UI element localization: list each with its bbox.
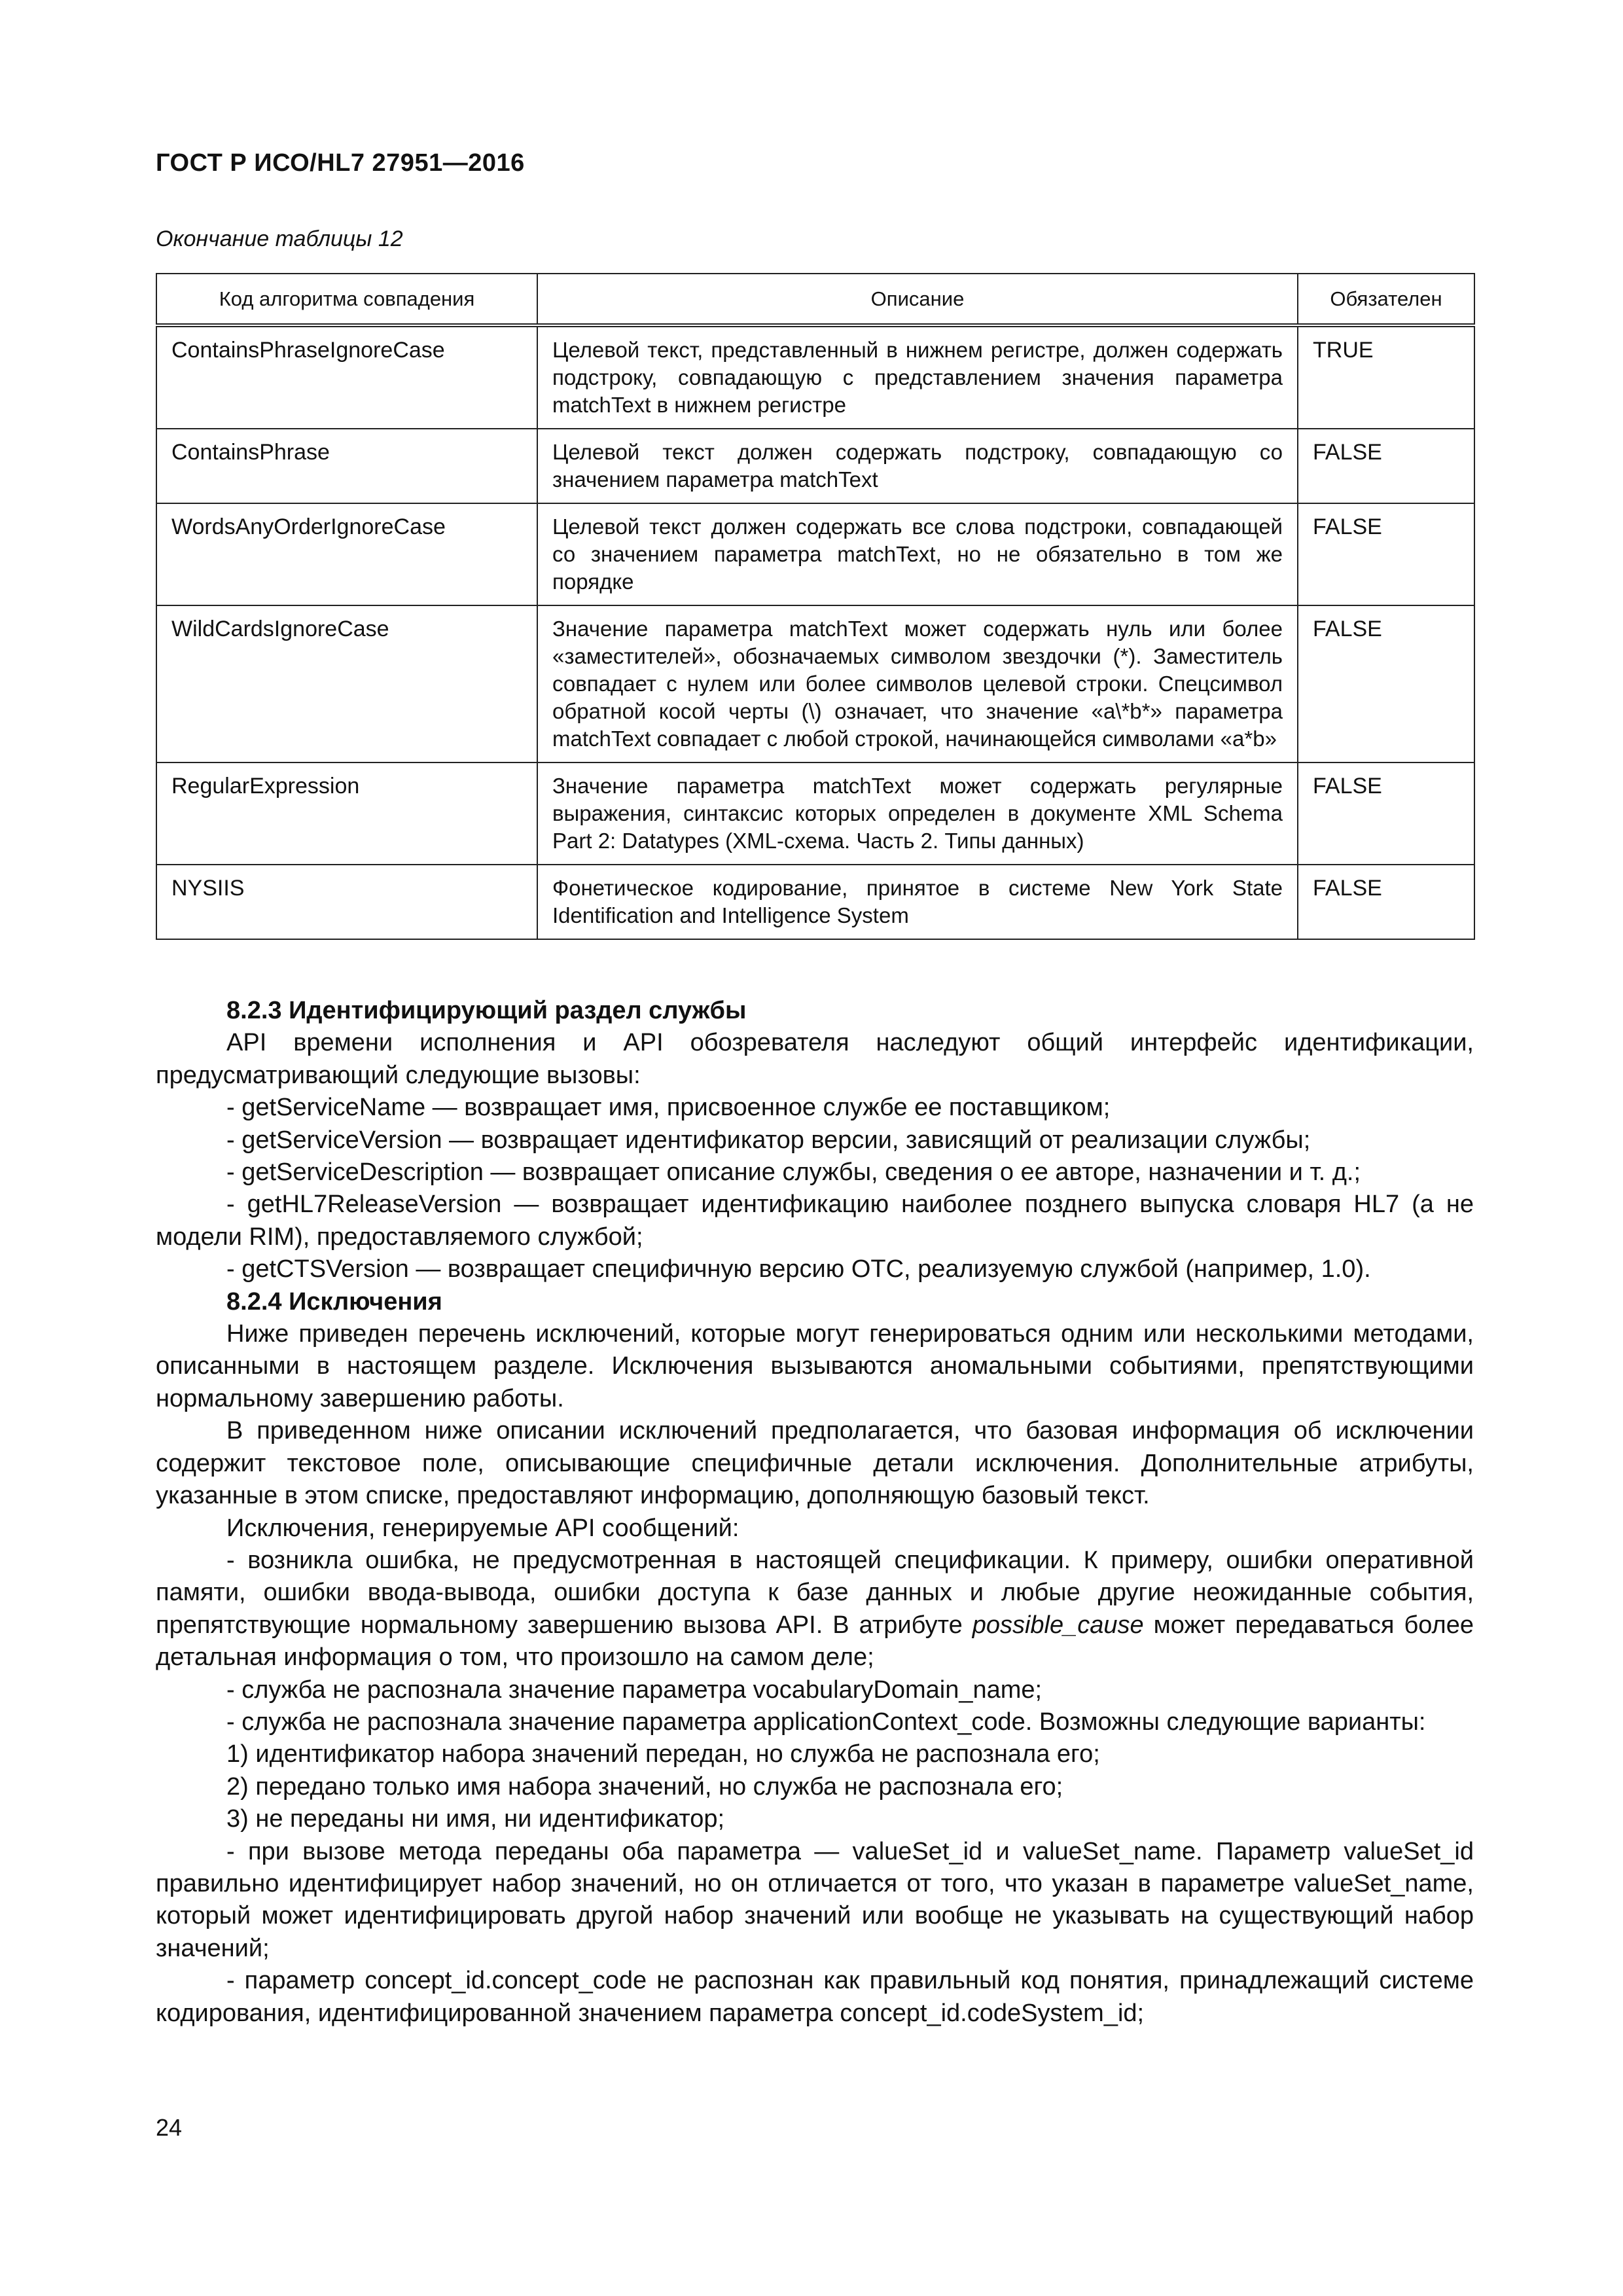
cell-required: TRUE: [1298, 325, 1474, 429]
cell-code: ContainsPhrase: [156, 429, 537, 503]
document-body: [156, 995, 1474, 2030]
paragraph: Ниже приведен перечень исключений, которые могут генерироваться одним или несколькими методами, описанными в настоящем разделе. Исключения вызываются аномальными событиями, препятствующими нормальному завершению работы.: [156, 1320, 1474, 1412]
list-item: - getHL7ReleaseVersion — возвращает идентификацию наиболее позднего выпуска словаря HL7 (а не модели RIM), предоставляемого службой;: [156, 1191, 1474, 1251]
list-item-text: может передаваться более детальная информация о том, что произошло на самом деле;: [156, 1611, 1474, 1672]
cell-required: FALSE: [1298, 503, 1474, 605]
table-row: [156, 325, 1474, 429]
table-row: [156, 762, 1474, 865]
page-number: 24: [156, 2114, 183, 2141]
list-item: - параметр concept_id.concept_code не распознан как правильный код понятия, принадлежащий системе кодирования, идентифицированной значением параметра concept_id.codeSystem_id;: [156, 1967, 1474, 2027]
cell-description: Фонетическое кодирование, принятое в системе New York State Identification and Intelligence System: [537, 865, 1298, 939]
cell-description: Целевой текст должен содержать подстроку, совпадающую со значением параметра matchText: [537, 429, 1298, 503]
table-header-row: [156, 274, 1474, 325]
list-item: - getCTSVersion — возвращает специфичную версию ОТС, реализуемую службой (например, 1.0).: [226, 1255, 1371, 1283]
section-heading-8-2-4: 8.2.4 Исключения: [226, 1287, 442, 1316]
list-item: - служба не распознала значение параметра applicationContext_code. Возможны следующие варианты:: [226, 1708, 1426, 1736]
cell-required: FALSE: [1298, 865, 1474, 939]
list-item: [156, 1545, 1474, 1674]
sub-list-item: 3) не переданы ни имя, ни идентификатор;: [226, 1805, 725, 1833]
cell-description: Значение параметра matchText может содержать нуль или более «заместителей», обозначаемых символом звездочки (*). Заместитель совпадает с нулем или более символов целевой строки. Спецсимвол обратной косой черты (\) означает, что значение «a\*b*» параметра matchText совпадает с любой строкой, начинающейся символами «a*b»: [537, 605, 1298, 762]
attribute-name: possible_cause: [972, 1611, 1144, 1639]
table-caption: Окончание таблицы 12: [156, 226, 403, 251]
paragraph: Исключения, генерируемые API сообщений:: [226, 1514, 740, 1542]
list-item: - getServiceVersion — возвращает идентификатор версии, зависящий от реализации службы;: [226, 1126, 1311, 1154]
cell-description: Целевой текст должен содержать все слова подстроки, совпадающей со значением параметра matchText, но не обязательно в том же порядке: [537, 503, 1298, 605]
table-row: [156, 503, 1474, 605]
sub-list-item: 2) передано только имя набора значений, но служба не распознала его;: [226, 1772, 1063, 1801]
paragraph: API времени исполнения и API обозревателя наследуют общий интерфейс идентификации, предусматривающий следующие вызовы:: [156, 1029, 1474, 1089]
table-row: [156, 605, 1474, 762]
list-item: - служба не распознала значение параметра vocabularyDomain_name;: [226, 1676, 1043, 1704]
column-header-code: Код алгоритма совпадения: [156, 274, 537, 325]
table-row: [156, 429, 1474, 503]
cell-description: Значение параметра matchText может содержать регулярные выражения, синтаксис которых определен в документе XML Schema Part 2: Datatypes (XML-схема. Часть 2. Типы данных): [537, 762, 1298, 865]
table-row: [156, 865, 1474, 939]
matching-algorithms-table: [156, 273, 1475, 940]
section-heading-8-2-3: 8.2.3 Идентифицирующий раздел службы: [226, 997, 747, 1024]
cell-code: RegularExpression: [156, 762, 537, 865]
column-header-description: Описание: [537, 274, 1298, 325]
column-header-required: Обязателен: [1298, 274, 1474, 325]
list-item-text: - возникла ошибка, не предусмотренная в настоящей спецификации. К примеру, ошибки оперативной памяти, ошибки ввода-вывода, ошибки доступа к базе данных и любые другие неожиданные события, препятствующие нормальному завершению вызова API. В атрибуте: [156, 1546, 1474, 1639]
cell-required: FALSE: [1298, 762, 1474, 865]
cell-description: Целевой текст, представленный в нижнем регистре, должен содержать подстроку, совпадающую с представлением значения параметра matchText в нижнем регистре: [537, 325, 1298, 429]
document-header: ГОСТ Р ИСО/HL7 27951—2016: [156, 149, 525, 177]
sub-list-item: 1) идентификатор набора значений передан, но служба не распознала его;: [226, 1740, 1100, 1768]
cell-required: FALSE: [1298, 429, 1474, 503]
list-item: - при вызове метода переданы оба параметра — valueSet_id и valueSet_name. Параметр valueSet_id правильно идентифицирует набор значений, но он отличается от того, что указан в параметре valueSet_name, который может идентифицировать другой набор значений или вообще не указывать на существующий набор значений;: [156, 1837, 1474, 1962]
cell-code: ContainsPhraseIgnoreCase: [156, 325, 537, 429]
cell-code: NYSIIS: [156, 865, 537, 939]
paragraph: В приведенном ниже описании исключений предполагается, что базовая информация об исключении содержит текстовое поле, описывающие специфичные детали исключения. Дополнительные атрибуты, указанные в этом списке, предоставляют информацию, дополняющую базовый текст.: [156, 1417, 1474, 1510]
cell-code: WildCardsIgnoreCase: [156, 605, 537, 762]
list-item: - getServiceName — возвращает имя, присвоенное службе ее поставщиком;: [226, 1094, 1111, 1122]
cell-code: WordsAnyOrderIgnoreCase: [156, 503, 537, 605]
cell-required: FALSE: [1298, 605, 1474, 762]
list-item: - getServiceDescription — возвращает описание службы, сведения о ее авторе, назначении и т. д.;: [226, 1158, 1361, 1187]
